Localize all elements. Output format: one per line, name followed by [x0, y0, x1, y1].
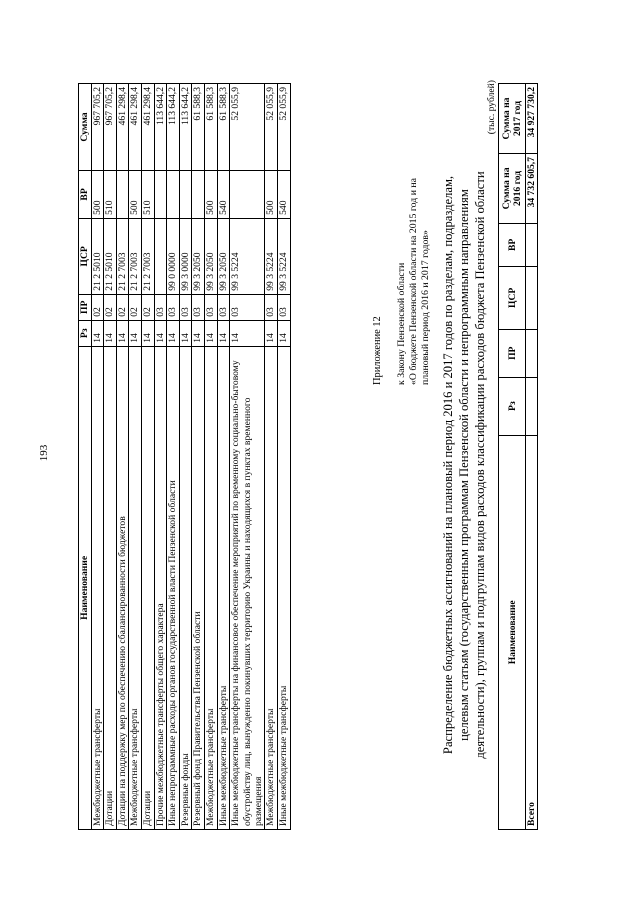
- cell-csr: 99 3 2050: [192, 218, 205, 294]
- table-row: [265, 84, 278, 830]
- cell-rz: 14: [265, 320, 278, 346]
- table-header-row: [79, 84, 92, 830]
- cell-sum: 52 055,9: [277, 84, 290, 171]
- cell-sum: 461 298,4: [116, 84, 129, 171]
- appendix-line: к Закону Пензенской области: [396, 262, 407, 385]
- budget-table-continued: [78, 83, 291, 830]
- total-sum-2016: 34 732 605,7: [526, 153, 538, 223]
- cell-pr: 03: [217, 294, 230, 320]
- cell-sum: 461 298,4: [129, 84, 142, 171]
- cell-pr: 02: [91, 294, 104, 320]
- cell-csr: 99 3 2050: [204, 218, 217, 294]
- header-pr: ПР: [499, 329, 526, 377]
- cell-vr: [167, 170, 180, 218]
- cell-rz: 14: [91, 320, 104, 346]
- table-row: [277, 84, 290, 830]
- cell-name: Резервный фонд Правительства Пензенской области: [192, 346, 205, 829]
- cell-vr: 500: [129, 170, 142, 218]
- appendix-line: «О бюджете Пензенской области на 2015 год и на: [408, 178, 419, 385]
- cell-csr: 99 3 5224: [230, 218, 265, 294]
- cell-name: Дотации на поддержку мер по обеспечению сбалансированности бюджетов: [116, 346, 129, 829]
- total-sum-2017: 34 927 730,2: [526, 84, 538, 154]
- cell-pr: 03: [230, 294, 265, 320]
- table-row: [104, 84, 117, 830]
- cell-sum: 61 588,3: [204, 84, 217, 171]
- cell-sum: 113 644,2: [154, 84, 167, 171]
- cell-sum: 52 055,9: [230, 84, 265, 171]
- cell-csr: 99 3 0000: [179, 218, 192, 294]
- table-row: [167, 84, 180, 830]
- units-label: (тыс. рублей): [486, 80, 497, 135]
- appendix-block: [372, 55, 432, 385]
- table-header-row: [499, 84, 526, 830]
- cell-name: Межбюджетные трансферты: [91, 346, 104, 829]
- cell-name: Иные межбюджетные трансферты: [217, 346, 230, 829]
- cell-sum: 461 298,4: [141, 84, 154, 171]
- header-name: Наименование: [499, 435, 526, 829]
- cell-sum: 113 644,2: [179, 84, 192, 171]
- cell-sum: 967 705,2: [104, 84, 117, 171]
- cell-vr: 540: [277, 170, 290, 218]
- cell-pr: 03: [179, 294, 192, 320]
- cell-vr: [179, 170, 192, 218]
- cell-vr: 500: [91, 170, 104, 218]
- cell-rz: 14: [217, 320, 230, 346]
- cell-rz: 14: [167, 320, 180, 346]
- header-sum-2017: Сумма на 2017 год: [499, 84, 526, 154]
- heading-line: целевым статьям (государственным программам Пензенской области и непрограммным направлениям: [457, 189, 471, 741]
- cell-name: Межбюджетные трансферты: [204, 346, 217, 829]
- cell-vr: [192, 170, 205, 218]
- cell-vr: 500: [265, 170, 278, 218]
- cell-name: Иные непрограммные расходы органов государственной власти Пензенской области: [167, 346, 180, 829]
- cell-sum: 61 588,3: [217, 84, 230, 171]
- header-csr: ЦСР: [499, 266, 526, 329]
- header-sum: Сумма: [79, 84, 92, 171]
- appendix-title: Приложение 12: [372, 316, 383, 385]
- cell-pr: 02: [129, 294, 142, 320]
- cell-rz: 14: [154, 320, 167, 346]
- cell-rz: 14: [104, 320, 117, 346]
- cell-csr: 99 3 5224: [277, 218, 290, 294]
- total-label: Всего: [526, 435, 538, 829]
- cell-csr: 99 3 2050: [217, 218, 230, 294]
- cell-pr: 02: [116, 294, 129, 320]
- cell-sum: 52 055,9: [265, 84, 278, 171]
- cell-vr: 540: [217, 170, 230, 218]
- cell-vr: 510: [141, 170, 154, 218]
- table-row: [116, 84, 129, 830]
- cell-rz: 14: [116, 320, 129, 346]
- cell-name: Межбюджетные трансферты: [129, 346, 142, 829]
- cell-name: Дотации: [104, 346, 117, 829]
- header-rz: Рз: [499, 377, 526, 435]
- cell-sum: 967 705,2: [91, 84, 104, 171]
- header-pr: ПР: [79, 294, 92, 320]
- table-row: [204, 84, 217, 830]
- cell-pr: 03: [277, 294, 290, 320]
- cell-vr: 510: [104, 170, 117, 218]
- cell-vr: [230, 170, 265, 218]
- cell-pr: 03: [154, 294, 167, 320]
- cell-name: Прочие межбюджетные трансферты общего характера: [154, 346, 167, 829]
- cell-name: Иные межбюджетные трансферты на финансовое обеспечение мероприятий по временному социально-бытовому обустройству лиц, вынужденно покинувших территорию Украины и находящихся в пунктах временного размещения: [230, 346, 265, 829]
- appendix-line: плановый период 2016 и 2017 годов»: [420, 230, 431, 385]
- cell-rz: 14: [192, 320, 205, 346]
- heading-line: деятельности), группам и подгруппам видов расходов классификации расходов бюджета Пензенской области: [473, 171, 487, 759]
- cell-name: Дотации: [141, 346, 154, 829]
- document-heading: [440, 80, 488, 850]
- cell-name: Межбюджетные трансферты: [265, 346, 278, 829]
- cell-pr: 02: [141, 294, 154, 320]
- cell-rz: 14: [129, 320, 142, 346]
- cell-pr: 02: [104, 294, 117, 320]
- table-row: [141, 84, 154, 830]
- cell-sum: 113 644,2: [167, 84, 180, 171]
- cell-pr: 03: [204, 294, 217, 320]
- cell-sum: 61 588,3: [192, 84, 205, 171]
- table-row: [192, 84, 205, 830]
- cell-csr: 21 2 7003: [141, 218, 154, 294]
- cell-csr: 99 0 0000: [167, 218, 180, 294]
- total-vr: [526, 223, 538, 266]
- heading-line: Распределение бюджетных ассигнований на плановый период 2016 и 2017 годов по разделам, подразделам,: [441, 175, 455, 755]
- cell-csr: 21 2 5010: [91, 218, 104, 294]
- header-sum-2016: Сумма на 2016 год: [499, 153, 526, 223]
- cell-name: Резервные фонды: [179, 346, 192, 829]
- table-row: [230, 84, 265, 830]
- cell-vr: 500: [204, 170, 217, 218]
- header-vr: ВР: [79, 170, 92, 218]
- header-name: Наименование: [79, 346, 92, 829]
- total-row: [526, 84, 538, 830]
- cell-rz: 14: [141, 320, 154, 346]
- table-row: [154, 84, 167, 830]
- total-csr: [526, 266, 538, 329]
- table-row: [91, 84, 104, 830]
- cell-csr: 99 3 5224: [265, 218, 278, 294]
- total-pr: [526, 329, 538, 377]
- cell-rz: 14: [204, 320, 217, 346]
- header-csr: ЦСР: [79, 218, 92, 294]
- header-vr: ВР: [499, 223, 526, 266]
- budget-table-new: [498, 83, 538, 830]
- cell-vr: [154, 170, 167, 218]
- cell-csr: 21 2 7003: [116, 218, 129, 294]
- table-row: [217, 84, 230, 830]
- cell-csr: [154, 218, 167, 294]
- cell-vr: [116, 170, 129, 218]
- cell-csr: 21 2 7003: [129, 218, 142, 294]
- cell-rz: 14: [230, 320, 265, 346]
- cell-pr: 03: [167, 294, 180, 320]
- cell-rz: 14: [179, 320, 192, 346]
- cell-pr: 03: [192, 294, 205, 320]
- header-rz: Рз: [79, 320, 92, 346]
- cell-pr: 03: [265, 294, 278, 320]
- table-row: [129, 84, 142, 830]
- cell-name: Иные межбюджетные трансферты: [277, 346, 290, 829]
- total-rz: [526, 377, 538, 435]
- cell-rz: 14: [277, 320, 290, 346]
- cell-csr: 21 2 5010: [104, 218, 117, 294]
- page-number: 193: [38, 444, 50, 462]
- table-row: [179, 84, 192, 830]
